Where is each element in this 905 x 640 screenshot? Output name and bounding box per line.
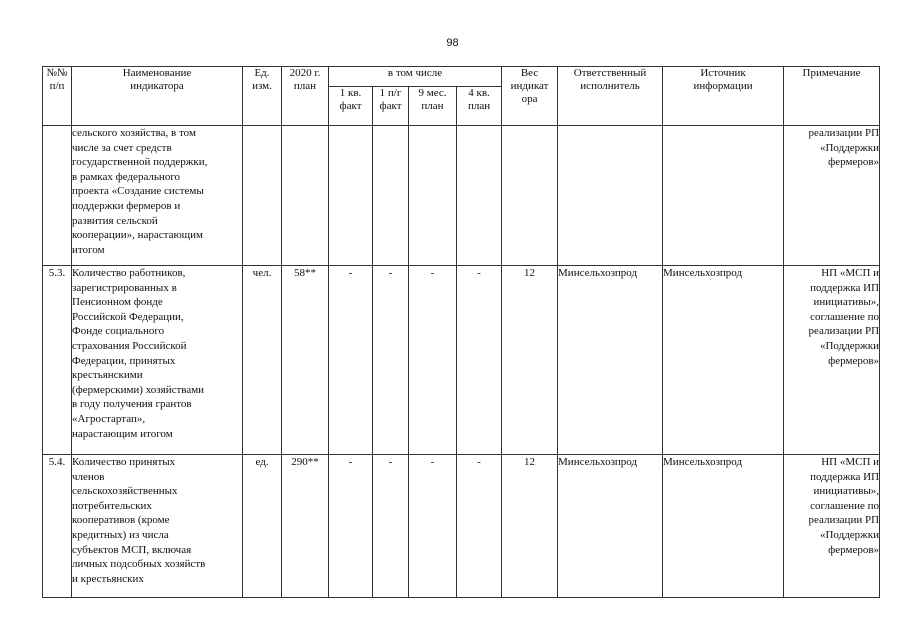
row-unit: ед. [243,455,282,598]
row-h1-fact: - [373,266,409,455]
row-note: НП «МСП и поддержка ИП инициативы», соглашение по реализации РП «Поддержки фермеров» [784,266,880,455]
row-note: НП «МСП и поддержка ИП инициативы», соглашение по реализации РП «Поддержки фермеров» [784,455,880,598]
row-plan-2020: 290** [282,455,329,598]
row-num [43,126,72,266]
header-9m-plan: 9 мес. план [409,87,457,126]
row-weight: 12 [502,266,558,455]
row-9m-plan [409,126,457,266]
row-indicator-name: сельского хозяйства, в том числе за счет средств государственной поддержки, в рамках федерального проекта «Создание системы поддержки фермеров и развития сельской кооперации», нарастающим итогом [72,126,243,266]
header-unit: Ед. изм. [243,67,282,126]
header-responsible: Ответственный исполнитель [558,67,663,126]
header-source: Источник информации [663,67,784,126]
header-weight: Вес индикат ора [502,67,558,126]
row-responsible [558,126,663,266]
header-h1-fact: 1 п/г факт [373,87,409,126]
row-weight [502,126,558,266]
row-h1-fact [373,126,409,266]
row-weight: 12 [502,455,558,598]
row-plan-2020 [282,126,329,266]
row-source [663,126,784,266]
row-num: 5.4. [43,455,72,598]
row-q1-fact [329,126,373,266]
row-q4-plan: - [457,266,502,455]
row-plan-2020: 58** [282,266,329,455]
row-unit [243,126,282,266]
row-q1-fact: - [329,266,373,455]
row-num: 5.3. [43,266,72,455]
header-q4-plan: 4 кв. план [457,87,502,126]
row-q4-plan [457,126,502,266]
row-source: Минсельхозпрод [663,266,784,455]
row-note: реализации РП «Поддержки фермеров» [784,126,880,266]
row-responsible: Минсельхозпрод [558,266,663,455]
row-indicator-name: Количество принятых членов сельскохозяйственных потребительских кооперативов (кроме кредитных) из числа субъектов МСП, включая личных подсобных хозяйств и крестьянских [72,455,243,598]
row-q1-fact: - [329,455,373,598]
header-plan-2020: 2020 г. план [282,67,329,126]
row-responsible: Минсельхозпрод [558,455,663,598]
table-row [43,266,880,455]
header-including-group: в том числе [329,67,502,87]
indicators-table [42,66,880,598]
header-name: Наименование индикатора [72,67,243,126]
row-unit: чел. [243,266,282,455]
row-9m-plan: - [409,266,457,455]
header-q1-fact: 1 кв. факт [329,87,373,126]
row-source: Минсельхозпрод [663,455,784,598]
header-note: Примечание [784,67,880,126]
row-9m-plan: - [409,455,457,598]
row-q4-plan: - [457,455,502,598]
table-row [43,126,880,266]
table-row [43,455,880,598]
header-num: №№ п/п [43,67,72,126]
page-number: 98 [446,37,459,49]
row-h1-fact: - [373,455,409,598]
row-indicator-name: Количество работников, зарегистрированных в Пенсионном фонде Российской Федерации, Фонде социального страхования Российской Федерации, принятых крестьянскими (фермерскими) хозяйствами в году получения грантов «Агростартап», нарастающим итогом [72,266,243,455]
